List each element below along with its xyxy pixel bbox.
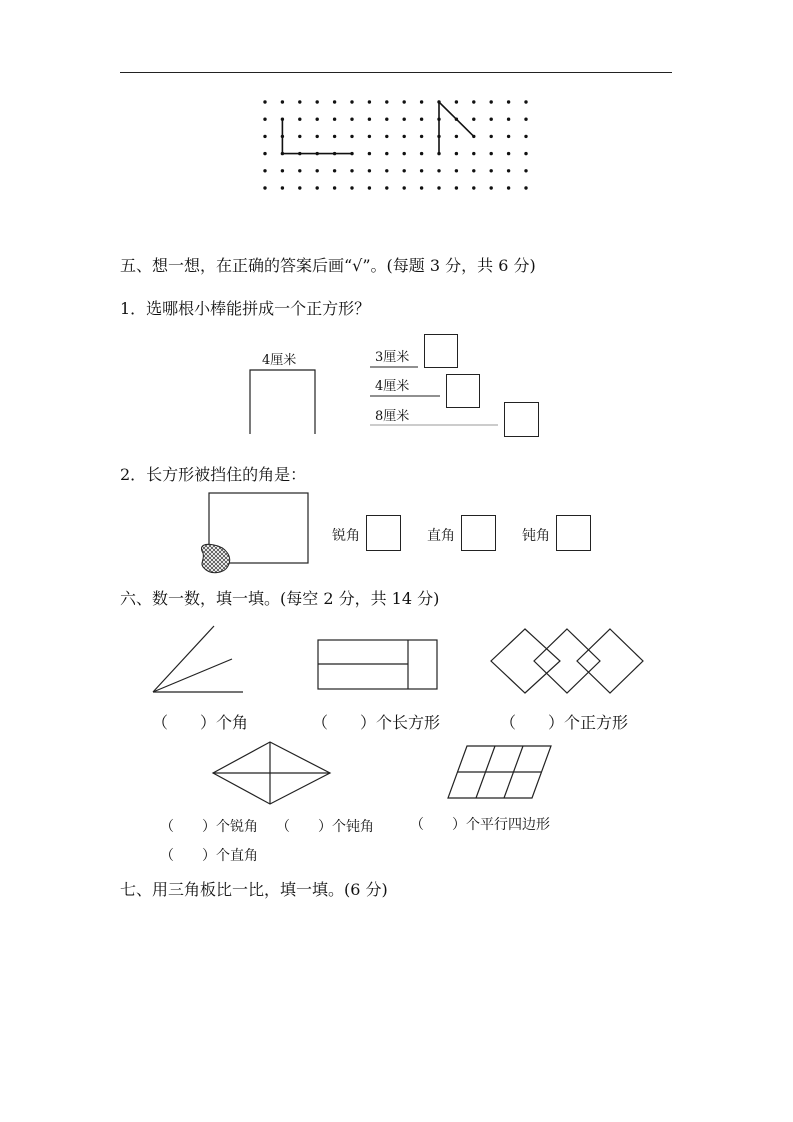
rhombus-figure	[213, 742, 330, 804]
q1-frame-label: 4厘米	[262, 353, 297, 368]
blank-squares[interactable]: （ ）个正方形	[500, 713, 629, 732]
q1-option-8cm: 8厘米	[375, 409, 410, 424]
q2-option-right: 直角	[427, 528, 455, 544]
section-5-q1-text: 1．选哪根小棒能拼成一个正方形？	[120, 299, 371, 318]
angle-figure	[153, 626, 243, 692]
q2-option-acute: 锐角	[332, 528, 360, 544]
blank-angles[interactable]: （ ）个角	[152, 713, 249, 732]
rectangles-figure	[318, 640, 437, 689]
squares-figure	[491, 629, 643, 693]
blank-right[interactable]: （ ）个直角	[160, 848, 258, 864]
blank-acute[interactable]: （ ）个锐角	[160, 819, 258, 835]
q1-option-4cm: 4厘米	[375, 379, 410, 394]
q2-option-obtuse: 钝角	[522, 528, 550, 544]
q1-option-3cm: 3厘米	[375, 350, 410, 365]
section-5-title: 五、想一想，在正确的答案后画“√”。(每题 3 分，共 6 分)	[120, 256, 536, 275]
parallelogram-figure	[448, 746, 551, 798]
blank-rectangles[interactable]: （ ）个长方形	[312, 713, 441, 732]
blank-parallelograms[interactable]: （ ）个平行四边形	[410, 817, 550, 833]
section-7-title: 七、用三角板比一比，填一填。(6 分)	[120, 880, 388, 899]
section-6-title: 六、数一数，填一填。(每空 2 分，共 14 分)	[120, 589, 440, 608]
section-5-q2-text: 2．长方形被挡住的角是：	[120, 465, 307, 484]
blank-obtuse[interactable]: （ ）个钝角	[276, 819, 374, 835]
